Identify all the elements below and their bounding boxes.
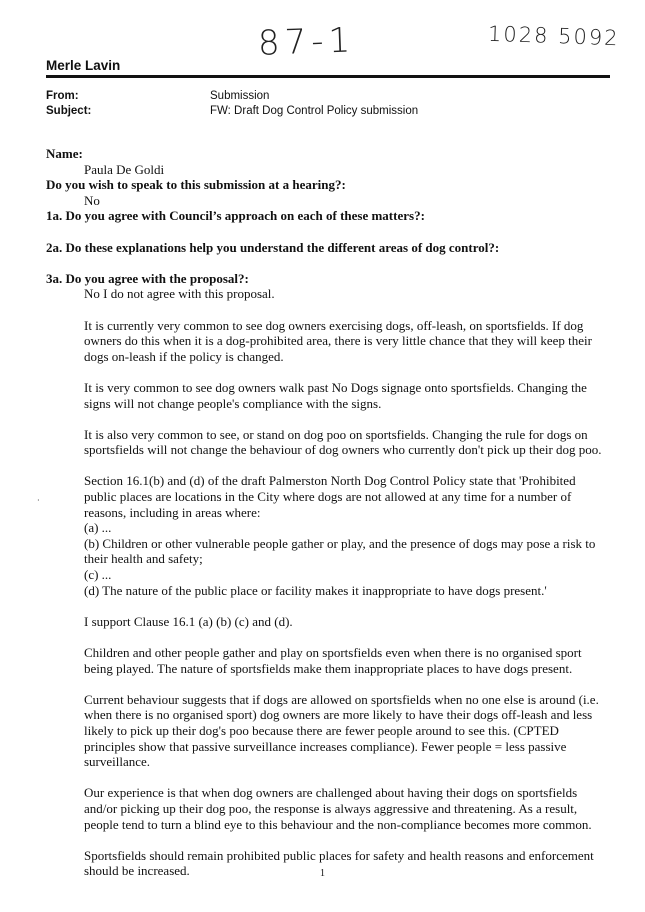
page-number: 1 xyxy=(320,868,325,879)
answer-paragraph: Children and other people gather and play on sportsfields even when there is no organised sport being played. The nature of sportsfields make them inappropriate places to have dogs present. xyxy=(84,645,582,676)
answer-paragraph: It is very common to see dog owners walk past No Dogs signage onto sportsfields. Changing the signs will not change people's compliance with the signs. xyxy=(84,379,587,411)
submission-body xyxy=(46,146,606,895)
answer-paragraph: Current behaviour suggests that if dogs are allowed on sportsfields when no one else is around (i.e. when there is no organised sport) dog owners are more likely to have their dogs off-leash and less likely to pick up their dog's poo because there are fewer people around to see this. (CPTED principles show that passive surveillance increases compliance). Fewer people = less passive surveillance. xyxy=(84,691,599,770)
handwritten-number: 87-1 xyxy=(257,20,356,64)
answer-3a-lead: No I do not agree with this proposal. xyxy=(84,286,275,302)
section-quote-intro: Section 16.1(b) and (d) of the draft Palmerston North Dog Control Policy state that 'Prohibited public places are locations in the City where dogs are not allowed at any time for a number of reasons, including in areas where: xyxy=(84,473,576,520)
header-rule xyxy=(46,75,610,78)
section-quote-a: (a) ... xyxy=(84,520,112,536)
question-3a: 3a. Do you agree with the proposal?: xyxy=(46,270,249,286)
author-name: Merle Lavin xyxy=(46,58,121,73)
question-2a: 2a. Do these explanations help you understand the different areas of dog control?: xyxy=(46,239,500,255)
answer-paragraph: It is also very common to see, or stand on dog poo on sportsfields. Changing the rule for dogs on sportsfields will not change the behaviour of dog owners who currently don't pick up their dog poo. xyxy=(84,426,602,458)
answer-paragraph: Sportsfields should remain prohibited public places for safety and health reasons and enforcement should be increased. xyxy=(84,847,594,879)
from-value: Submission xyxy=(210,90,270,102)
answer-paragraph: I support Clause 16.1 (a) (b) (c) and (d). xyxy=(84,613,293,629)
answer-name: Paula De Goldi xyxy=(84,161,165,177)
from-label: From: xyxy=(46,90,79,102)
section-quote-c: (c) ... xyxy=(84,567,112,583)
section-quote-b: (b) Children or other vulnerable people gather or play, and the presence of dogs may pose a risk to their health and safety; xyxy=(84,535,596,567)
question-hearing: Do you wish to speak to this submission at a hearing?: xyxy=(46,177,346,193)
subject-label: Subject: xyxy=(46,105,92,117)
answer-hearing: No xyxy=(84,192,100,208)
subject-value: FW: Draft Dog Control Policy submission xyxy=(210,105,419,117)
handwritten-reference: 1028 5092 xyxy=(487,21,620,51)
question-name: Name: xyxy=(46,146,83,161)
answer-3a xyxy=(46,286,606,879)
answer-paragraph: It is currently very common to see dog owners exercising dogs, off-leash, on sportsfields. If dog owners do this when it is a dog-prohibited area, there is very little chance that they will keep their dogs on-leash if the policy is changed. xyxy=(84,317,592,364)
question-1a: 1a. Do you agree with Council’s approach on each of these matters?: xyxy=(46,208,425,224)
section-quote xyxy=(84,473,606,598)
section-quote-d: (d) The nature of the public place or facility makes it inappropriate to have dogs present.' xyxy=(84,582,547,598)
stray-mark: · xyxy=(37,496,40,505)
answer-paragraph: Our experience is that when dog owners are challenged about having their dogs on sportsfields and/or picking up their dog poo, the response is always aggressive and threatening. As a result, people tend to turn a blind eye to this behaviour and the non-compliance becomes more common. xyxy=(84,785,592,832)
